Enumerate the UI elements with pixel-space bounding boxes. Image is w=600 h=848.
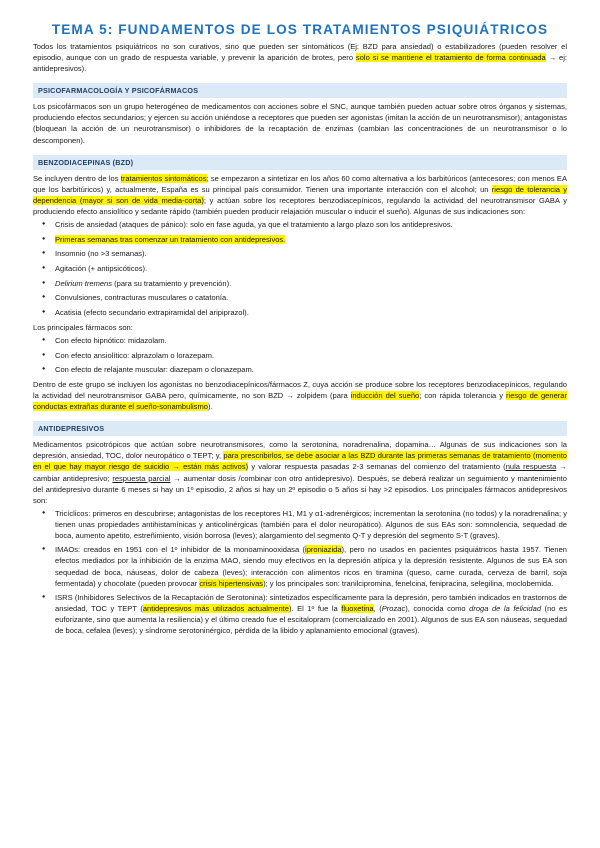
indication-highlight: Primeras semanas tras comenzar un tratamiento con antidepresivos.	[55, 234, 286, 244]
imao-highlight-crisis: crisis hipertensivas	[199, 578, 264, 588]
farmacos-z-paragraph	[33, 379, 567, 412]
intro-paragraph	[33, 41, 567, 74]
bzd-paragraph	[33, 173, 567, 217]
bzd-highlight-sintomaticos: tratamientos sintomáticos	[120, 173, 207, 183]
ad-text-3: → cambiar antidepresivo;	[33, 462, 567, 483]
antidepresivos-paragraph	[33, 439, 567, 506]
imao-text-2: ), pero no usados en pacientes psiquiátricos hasta 1957. Tienen efectos mediados por la inhibición de la enzima MAO, siendo muy efectivos en la depresión atípica y la depresión resistente. Algunos de sus EA son sequedad de boca, náuseas, dolor de cabeza (leves); interacción con alimentos ricos en tiramina (queso, carne curada, cerveza de barril, soja fermentada) y chocolate (pueden provocar	[55, 545, 567, 588]
isrs-highlight-utilizados: antidepresivos más utilizados actualmente	[142, 603, 289, 613]
list-item-isrs	[33, 592, 567, 636]
bzd-text-3: ; y actúan sobre los receptores benzodiacepínicos, regulando la actividad del neurotransmisor GABA y produciendo efecto ansiolítico y sedante rápido (también pueden producir relajación muscular o inducir el sueño). Algunas de sus indicaciones son:	[33, 195, 567, 216]
isrs-italic-prozac: Prozac	[381, 603, 406, 613]
ad-underline-nula: nula respuesta	[505, 462, 557, 472]
intro-text-end: → ej: antidepresivos).	[33, 53, 567, 74]
list-item: ● Agitación (+ antipsicóticos).	[33, 263, 567, 274]
list-item: ● Insomnio (no >3 semanas).	[33, 248, 567, 259]
list-item	[33, 278, 567, 289]
delirium-italic: Delirium tremens	[55, 278, 113, 288]
section-heading-psicofarmacologia: PSICOFARMACOLOGÍA Y PSICOFÁRMACOS	[33, 83, 567, 98]
bzd-highlight-tolerancia: riesgo de tolerancia y dependencia (mayor si son de vida media-corta)	[33, 184, 567, 205]
delirium-text: (para su tratamiento y prevención).	[112, 278, 232, 288]
imao-highlight-iproniazida: iproniazida	[305, 545, 342, 555]
isrs-text-5: (no es euforizante, sino que aumenta la resiliencia) y el último creado fue el escitalopram (comercializado en 2001). Algunos de sus EA son náuseas, sequedad de boca, cefalea (leves); y síndrome serotoninérgico, pérdida de la libido y aplanamiento emocional (graves).	[55, 603, 567, 636]
z-text-3: ).	[207, 402, 213, 412]
list-item: ● Con efecto ansiolítico: alprazolam o lorazepam.	[33, 350, 567, 361]
z-text-2: ; con rápida tolerancia y	[419, 391, 507, 401]
isrs-text-2: ). El 1º fue la	[288, 603, 342, 613]
isrs-text-3: , (	[373, 603, 382, 613]
z-highlight-sueno: inducción del sueño	[350, 391, 420, 401]
imao-text-3: ); y los principales son: tranilcipromina, fenelcina, fenipracina, selegilina, moclobemida.	[263, 578, 554, 588]
ad-text-4: → aumentar dosis /combinar con otro antidepresivo). Después, se deberá realizar un seguimiento y mantenimiento del antidepresivo durante 6 meses si hay un 1º episodio, 2 años si hay un 2º episodio o 5 años si hay >2 episodios. Los principales fármacos antidepresivos son:	[33, 473, 567, 505]
bzd-indications-list	[33, 219, 567, 318]
section-heading-antidepresivos: ANTIDEPRESIVOS	[33, 421, 567, 436]
intro-highlight: solo si se mantiene el tratamiento de forma continuada	[355, 53, 546, 63]
ad-highlight-bzd: para prescribirlos, se debe asociar a las BZD durante las primeras semanas de tratamiento (momento en el que hay mayor riesgo de suicidio → están más activos)	[33, 451, 567, 472]
z-text-1: Dentro de este grupo se incluyen los agonistas no benzodiacepínicos/fármacos Z, cuya acción se produce sobre los receptores benzodiacepínicos, regulando la actividad del neurotransmisor GABA pero, químicamente, no son BZD → zolpidem (para	[33, 380, 567, 401]
isrs-highlight-fluoxetina: fluoxetina	[341, 603, 374, 613]
antidepresivos-list	[33, 508, 567, 636]
list-item-imaos	[33, 544, 567, 588]
bzd-text-1: Se incluyen dentro de los	[33, 173, 121, 183]
ad-text-1: Medicamentos psicotrópicos que actúan sobre neurotransmisores, como la serotonina, noradrenalina, dopamina… Algunas de sus indicaciones son la depresión, ansiedad, TOC, dolor neuropático o TEPT; y,	[33, 440, 567, 461]
isrs-text-1: ISRS (Inhibidores Selectivos de la Recaptación de Serotonina): sintetizados específicamente para la depresión, pero también indicados en trastornos de ansiedad, TOC y TEPT (	[55, 592, 567, 613]
isrs-text-4: ), conocida como	[405, 603, 470, 613]
intro-text: Todos los tratamientos psiquiátricos no son curativos, sino que pueden ser sintomáticos (Ej: BZD para ansiedad) o estabilizadores (pueden resolver el episodio, aunque con un grado de respuesta variable, y prevenir la aparición de brotes, pero	[33, 42, 567, 63]
bzd-drugs-intro: Los principales fármacos son:	[33, 322, 133, 332]
section-heading-benzodiacepinas: BENZODIACEPINAS (BZD)	[33, 155, 567, 170]
ad-text-2: y valorar respuesta pasadas 2-3 semanas del comienzo del tratamiento (	[248, 462, 506, 472]
list-item-triciclicos: ● Tricíclicos: primeros en descubrirse; antagonistas de los receptores H1, M1 y α1-adrenérgicos; incrementan la serotonina (no todos) y la noradrenalina; y tienen unas propiedades antihistamínicas y anticolinérgicas (también para el dolor neuropático). Algunos de sus EAs son: somnolencia, sequedad de boca, aumento apetito, estreñimiento, visión borrosa (leves); alargamiento del segmento Q-T y depresión del segmento S-T (graves).	[33, 508, 567, 541]
imao-text-1: IMAOs: creados en 1951 con el 1º inhibidor de la monoaminooxidasa (	[55, 545, 306, 555]
psicofarmacos-paragraph: Los psicofármacos son un grupo heterogéneo de medicamentos con acciones sobre el SNC, aunque también pueden actuar sobre otros órganos y sistemas, produciendo efectos secundarios; y ejercen su acción uniéndose a receptores que pueden ser agonistas (imitan la acción de un neurotransmisor), antagonistas (bloquean la acción de un neurotransmisor) o inhibidores de la recaptación de enzimas (cambian las concentraciones de un neurotransmisor o lo descomponen).	[33, 102, 567, 145]
z-highlight-conductas: riesgo de generar conductas extrañas durante el sueño-sonambulismo	[33, 391, 567, 412]
bzd-text-2: ; se empezaron a sintetizar en los años 60 como alternativa a los barbitúricos (antecesores; con menos EA que los barbitúricos) y, actualmente, España es su principal país consumidor. Tienen una importante interacción con el alcohol; un	[33, 173, 567, 194]
list-item: ● Con efecto de relajante muscular: diazepam o clonazepam.	[33, 364, 567, 375]
list-item	[33, 234, 567, 245]
list-item: ● Convulsiones, contracturas musculares o catatonía.	[33, 292, 567, 303]
page-title: TEMA 5: FUNDAMENTOS DE LOS TRATAMIENTOS PSIQUIÁTRICOS	[51, 22, 549, 37]
list-item: ● Con efecto hipnótico: midazolam.	[33, 335, 567, 346]
list-item: ● Acatisia (efecto secundario extrapiramidal del aripiprazol).	[33, 307, 567, 318]
ad-underline-parcial: respuesta parcial	[112, 473, 171, 483]
bzd-drugs-list	[33, 335, 567, 375]
isrs-italic-droga: droga de la felicidad	[469, 603, 542, 613]
list-item: ● Crisis de ansiedad (ataques de pánico): solo en fase aguda, ya que el tratamiento a largo plazo son los antidepresivos.	[33, 219, 567, 230]
